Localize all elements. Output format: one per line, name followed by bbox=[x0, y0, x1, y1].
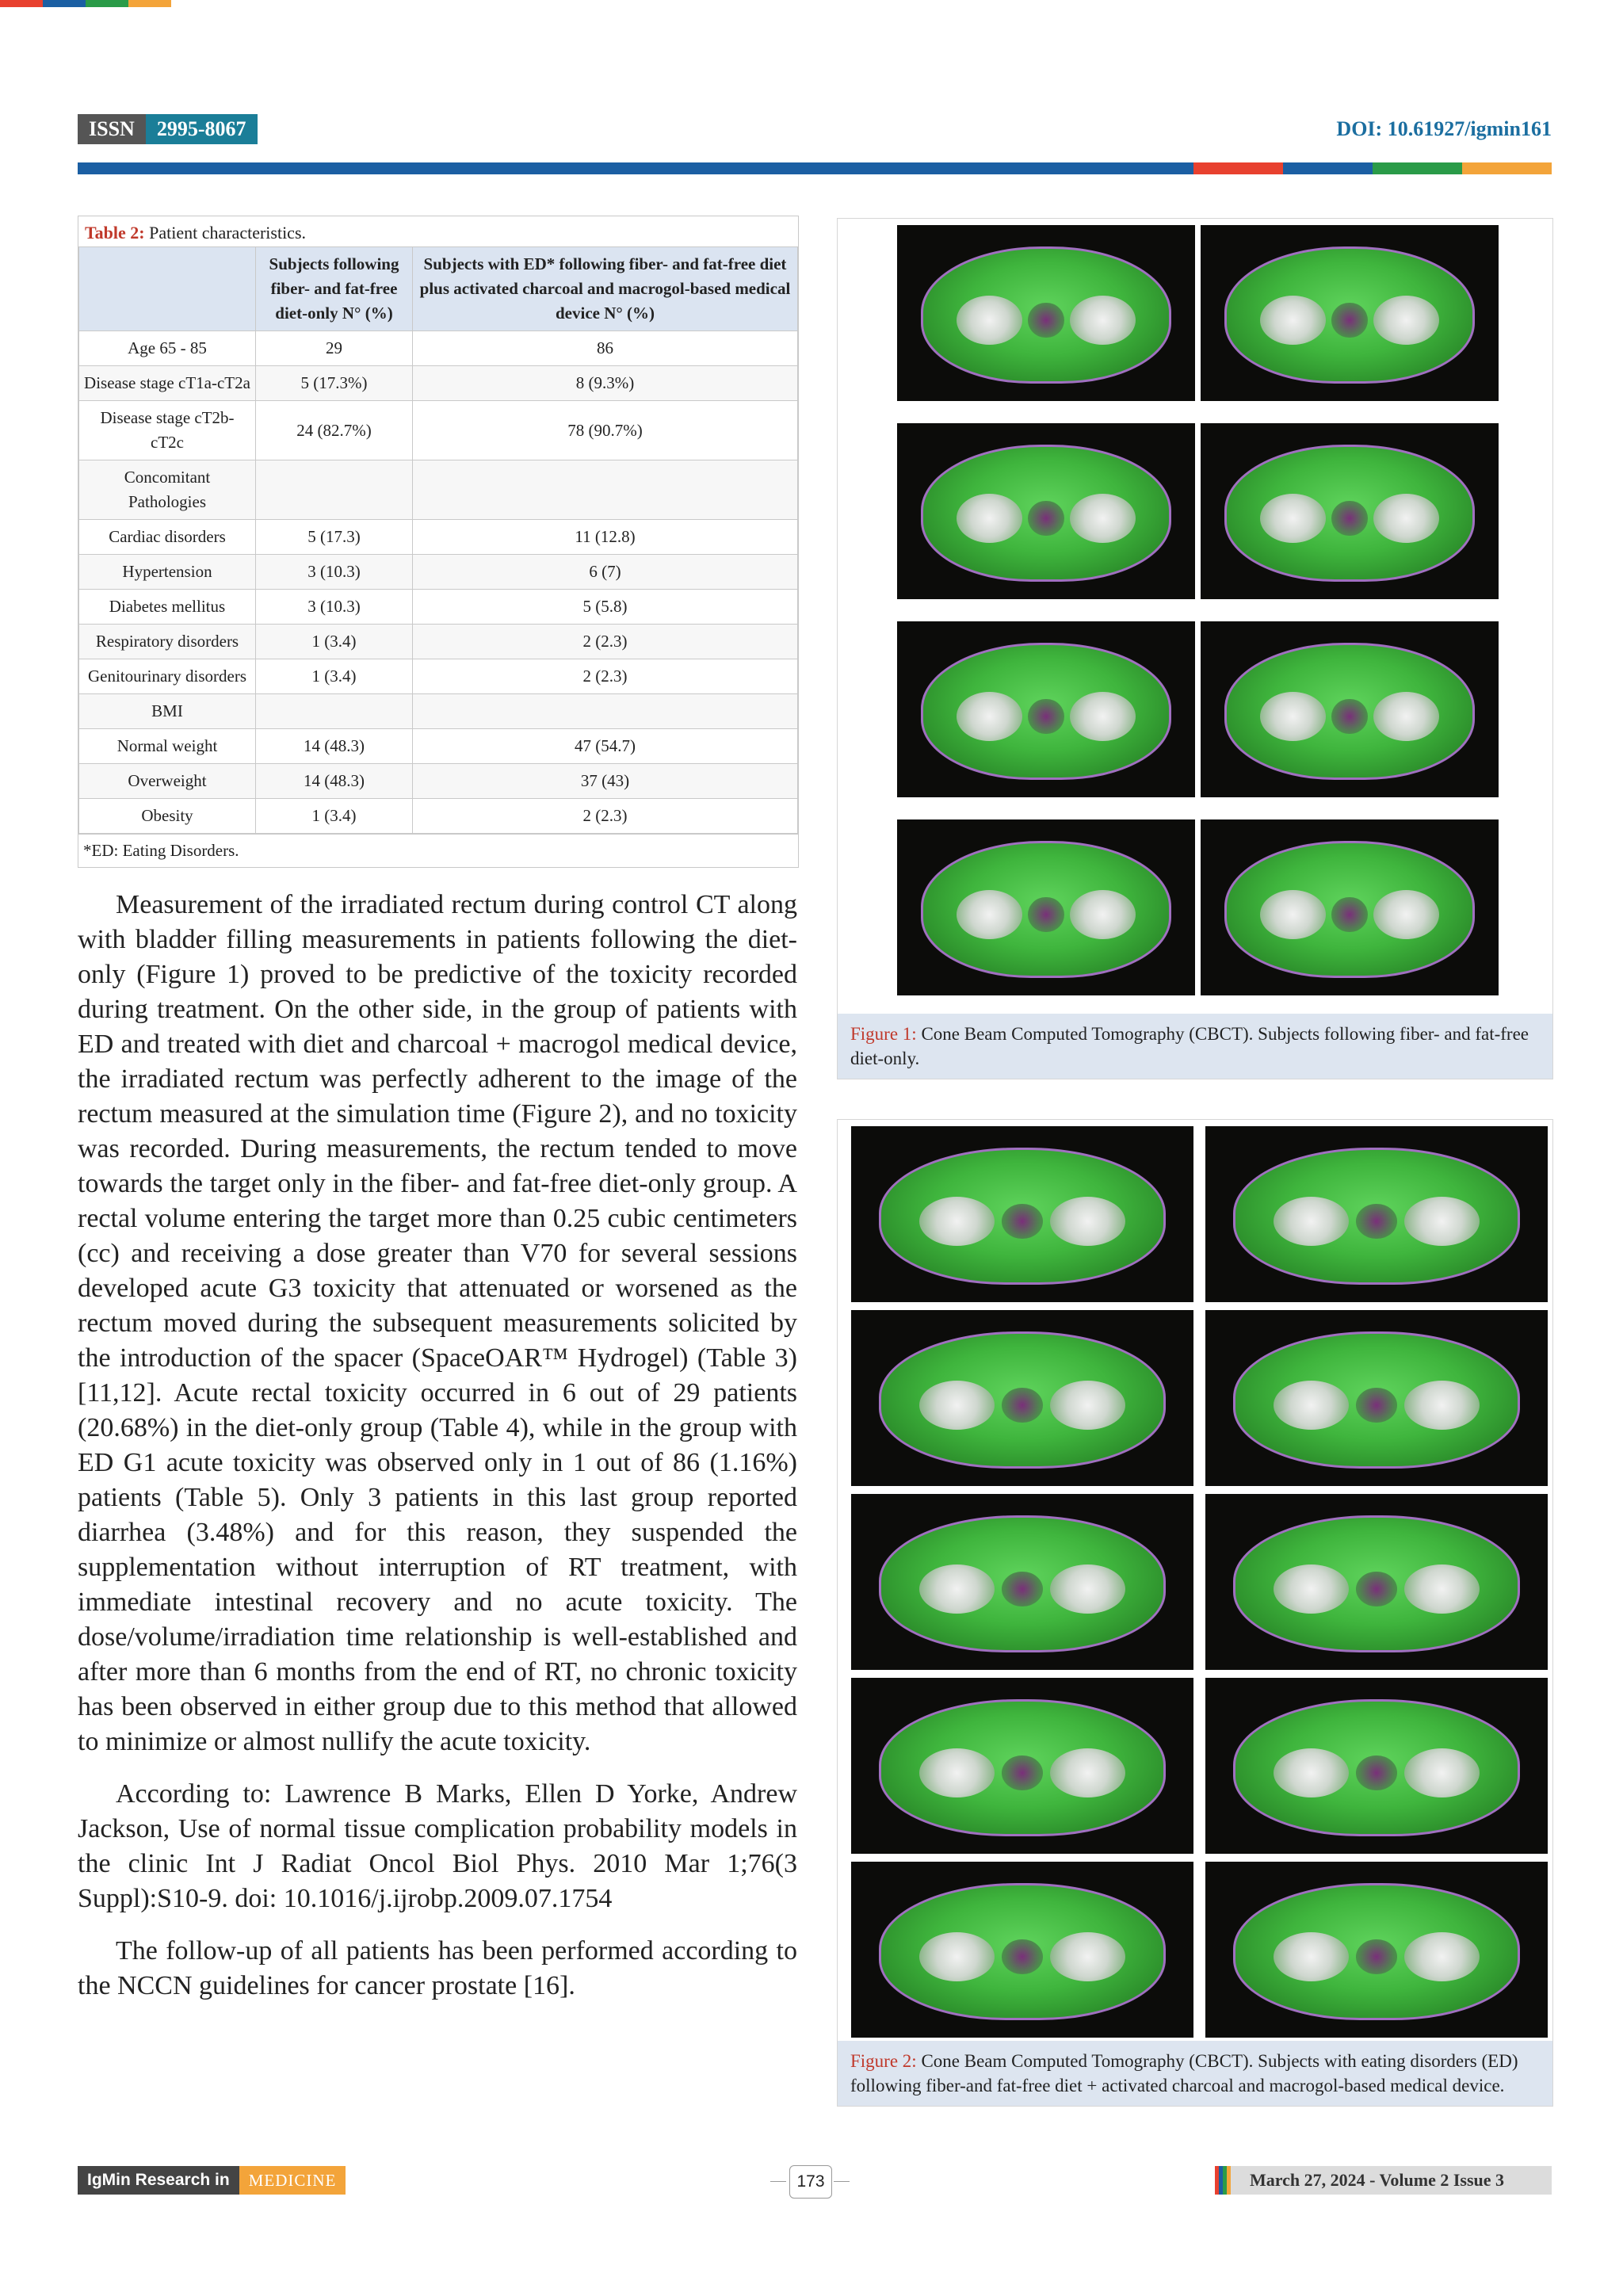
table-row-label: Respiratory disorders bbox=[79, 625, 256, 659]
issn-label: ISSN bbox=[78, 114, 146, 144]
table-cell-ed-group: 5 (5.8) bbox=[413, 590, 798, 625]
table-header-col2: Subjects with ED* following fiber- and fat-free diet plus activated charcoal and macrogol-based medical device N° (%) bbox=[413, 247, 798, 331]
issue-badge bbox=[1215, 2166, 1552, 2195]
figure-2-cbct-image bbox=[851, 1310, 1193, 1486]
figure-2 bbox=[837, 1119, 1553, 2107]
figure-1-cbct-image bbox=[1201, 621, 1499, 797]
table-row-label: Normal weight bbox=[79, 729, 256, 764]
figure-1-label: Figure 1: bbox=[850, 1024, 917, 1044]
table-row bbox=[79, 694, 798, 729]
table-row bbox=[79, 520, 798, 555]
table-row bbox=[79, 764, 798, 799]
table-row bbox=[79, 659, 798, 694]
figure-2-cbct-image bbox=[851, 1862, 1193, 2038]
table-cell-diet-only: 24 (82.7%) bbox=[256, 401, 413, 460]
figure-1-cbct-image bbox=[1201, 225, 1499, 401]
paragraph-reference: According to: Lawrence B Marks, Ellen D Yorke, Andrew Jackson, Use of normal tissue complication probability models in the clinic Int J Radiat Oncol Biol Phys. 2010 Mar 1;76(3 Suppl):S10-9. doi: 10.1016/j.ijrobp.2009.07.1754 bbox=[78, 1779, 797, 1913]
table-cell-diet-only: 29 bbox=[256, 331, 413, 366]
page-number-line-left bbox=[770, 2181, 786, 2182]
figure-1-cbct-image bbox=[897, 423, 1195, 599]
table-cell-ed-group: 8 (9.3%) bbox=[413, 366, 798, 401]
table-row-label: Disease stage cT2b-cT2c bbox=[79, 401, 256, 460]
figure-2-cbct-image bbox=[1205, 1678, 1548, 1854]
table-row bbox=[79, 625, 798, 659]
figure-1 bbox=[837, 218, 1553, 1079]
table-row-label: BMI bbox=[79, 694, 256, 729]
issn-value: 2995-8067 bbox=[146, 114, 258, 144]
table-cell-ed-group: 2 (2.3) bbox=[413, 659, 798, 694]
table-row-label: Disease stage cT1a-cT2a bbox=[79, 366, 256, 401]
table-cell-ed-group: 11 (12.8) bbox=[413, 520, 798, 555]
table-row-label: Obesity bbox=[79, 799, 256, 834]
figure-2-label: Figure 2: bbox=[850, 2051, 917, 2071]
table-caption bbox=[78, 216, 798, 246]
body-text bbox=[78, 888, 797, 2004]
figure-2-cbct-image bbox=[1205, 1126, 1548, 1302]
figure-1-cbct-image bbox=[897, 621, 1195, 797]
table-cell-ed-group: 37 (43) bbox=[413, 764, 798, 799]
table-cell-ed-group: 47 (54.7) bbox=[413, 729, 798, 764]
table-row bbox=[79, 460, 798, 520]
journal-field: MEDICINE bbox=[239, 2166, 346, 2195]
table-cell-ed-group: 86 bbox=[413, 331, 798, 366]
table-row-label: Hypertension bbox=[79, 555, 256, 590]
table-row bbox=[79, 590, 798, 625]
table-row-label: Diabetes mellitus bbox=[79, 590, 256, 625]
table-cell-diet-only: 1 (3.4) bbox=[256, 799, 413, 834]
table-cell-diet-only: 5 (17.3%) bbox=[256, 366, 413, 401]
table-row-label: Overweight bbox=[79, 764, 256, 799]
table-cell-diet-only: 1 (3.4) bbox=[256, 625, 413, 659]
table-cell-diet-only: 5 (17.3) bbox=[256, 520, 413, 555]
table-row bbox=[79, 799, 798, 834]
table-row bbox=[79, 366, 798, 401]
table-cell-diet-only bbox=[256, 460, 413, 520]
figure-2-cbct-image bbox=[1205, 1310, 1548, 1486]
table-row bbox=[79, 331, 798, 366]
table-row bbox=[79, 729, 798, 764]
figure-2-cbct-image bbox=[851, 1126, 1193, 1302]
figure-2-cbct-image bbox=[1205, 1494, 1548, 1670]
table-header-empty bbox=[79, 247, 256, 331]
table-cell-diet-only: 14 (48.3) bbox=[256, 729, 413, 764]
figure-2-cbct-image bbox=[851, 1494, 1193, 1670]
table-cell-diet-only bbox=[256, 694, 413, 729]
figure-1-cbct-image bbox=[1201, 423, 1499, 599]
table-cell-diet-only: 3 (10.3) bbox=[256, 590, 413, 625]
table-row-label: Age 65 - 85 bbox=[79, 331, 256, 366]
table-row-label: Cardiac disorders bbox=[79, 520, 256, 555]
table-header-row bbox=[79, 247, 798, 331]
table-cell-ed-group: 2 (2.3) bbox=[413, 799, 798, 834]
table-cell-ed-group bbox=[413, 694, 798, 729]
journal-label: IgMin Research in bbox=[78, 2166, 239, 2195]
table-caption-text: Patient characteristics. bbox=[144, 223, 307, 243]
issue-color-bar bbox=[1215, 2166, 1231, 2195]
table-row-label: Genitourinary disorders bbox=[79, 659, 256, 694]
doi-link[interactable]: DOI: 10.61927/igmin161 bbox=[1336, 117, 1552, 140]
figure-2-caption-text: Cone Beam Computed Tomography (CBCT). Subjects with eating disorders (ED) following fiber-and fat-free diet + activated charcoal and macrogol-based medical device. bbox=[850, 2051, 1518, 2095]
table-row-label: Concomitant Pathologies bbox=[79, 460, 256, 520]
figure-1-cbct-image bbox=[897, 819, 1195, 995]
table-cell-ed-group: 6 (7) bbox=[413, 555, 798, 590]
date-issue: March 27, 2024 - Volume 2 Issue 3 bbox=[1231, 2166, 1552, 2195]
figure-2-caption bbox=[838, 2041, 1552, 2106]
table-cell-diet-only: 3 (10.3) bbox=[256, 555, 413, 590]
table-cell-diet-only: 1 (3.4) bbox=[256, 659, 413, 694]
page-number: 173 bbox=[789, 2165, 832, 2199]
table-header-col1: Subjects following fiber- and fat-free diet-only N° (%) bbox=[256, 247, 413, 331]
figure-1-caption bbox=[838, 1014, 1552, 1079]
paragraph-follow-up: The follow-up of all patients has been performed according to the NCCN guidelines for cancer prostate [16]. bbox=[78, 1936, 797, 2000]
paragraph-results: Measurement of the irradiated rectum during control CT along with bladder filling measurements in patients following the diet-only (Figure 1) proved to be predictive of the toxicity recorded during treatment. On the other side, in the group of patients with ED and treated with diet and charcoal + macrogol medical device, the irradiated rectum was perfectly adherent to the image of the rectum measured at the simulation time (Figure 2), and no toxicity was recorded. During measurements, the rectum tended to move towards the target only in the fiber- and fat-free diet-only group. A rectal volume entering the target more than 0.25 cubic centimeters (cc) and receiving a dose greater than V70 for several sessions developed acute G3 toxicity that attenuated or worsened as the rectum moved during the subsequent measurements solicited by the introduction of the spacer (SpaceOAR™ Hydrogel) (Table 3) [11,12]. Acute rectal toxicity occurred in 6 out of 29 patients (20.68%) in the diet-only group (Table 4), while in the group with ED G1 acute toxicity was observed only in 1 out of 86 (1.16%) patients (Table 5). Only 3 patients in this last group reported diarrhea (3.48%) and for this reason, they suspended the supplementation without interruption of RT treatment, with immediate intestinal recovery and no acute toxicity. The dose/volume/irradiation time relationship is well-established and after more than 6 months from the end of RT, no chronic toxicity has been observed in either group due to this method that allowed to minimize or almost nullify the acute toxicity. bbox=[78, 890, 797, 1756]
figure-1-cbct-image bbox=[1201, 819, 1499, 995]
figure-1-caption-text: Cone Beam Computed Tomography (CBCT). Subjects following fiber- and fat-free diet-only. bbox=[850, 1024, 1529, 1068]
table-footnote: *ED: Eating Disorders. bbox=[78, 834, 798, 867]
table-cell-diet-only: 14 (48.3) bbox=[256, 764, 413, 799]
journal-badge bbox=[78, 2166, 346, 2195]
page-number-line-right bbox=[834, 2181, 850, 2182]
table-cell-ed-group: 78 (90.7%) bbox=[413, 401, 798, 460]
table-row bbox=[79, 401, 798, 460]
figure-2-cbct-image bbox=[1205, 1862, 1548, 2038]
figure-1-cbct-image bbox=[897, 225, 1195, 401]
patient-characteristics-table bbox=[78, 246, 798, 834]
table-cell-ed-group bbox=[413, 460, 798, 520]
header-rule bbox=[78, 162, 1552, 174]
table-cell-ed-group: 2 (2.3) bbox=[413, 625, 798, 659]
figure-2-cbct-image bbox=[851, 1678, 1193, 1854]
patient-characteristics-table-box bbox=[78, 216, 799, 868]
table-row bbox=[79, 555, 798, 590]
corner-color-strip bbox=[0, 0, 171, 7]
issn-badge bbox=[78, 114, 258, 144]
table-caption-label: Table 2: bbox=[85, 223, 145, 243]
